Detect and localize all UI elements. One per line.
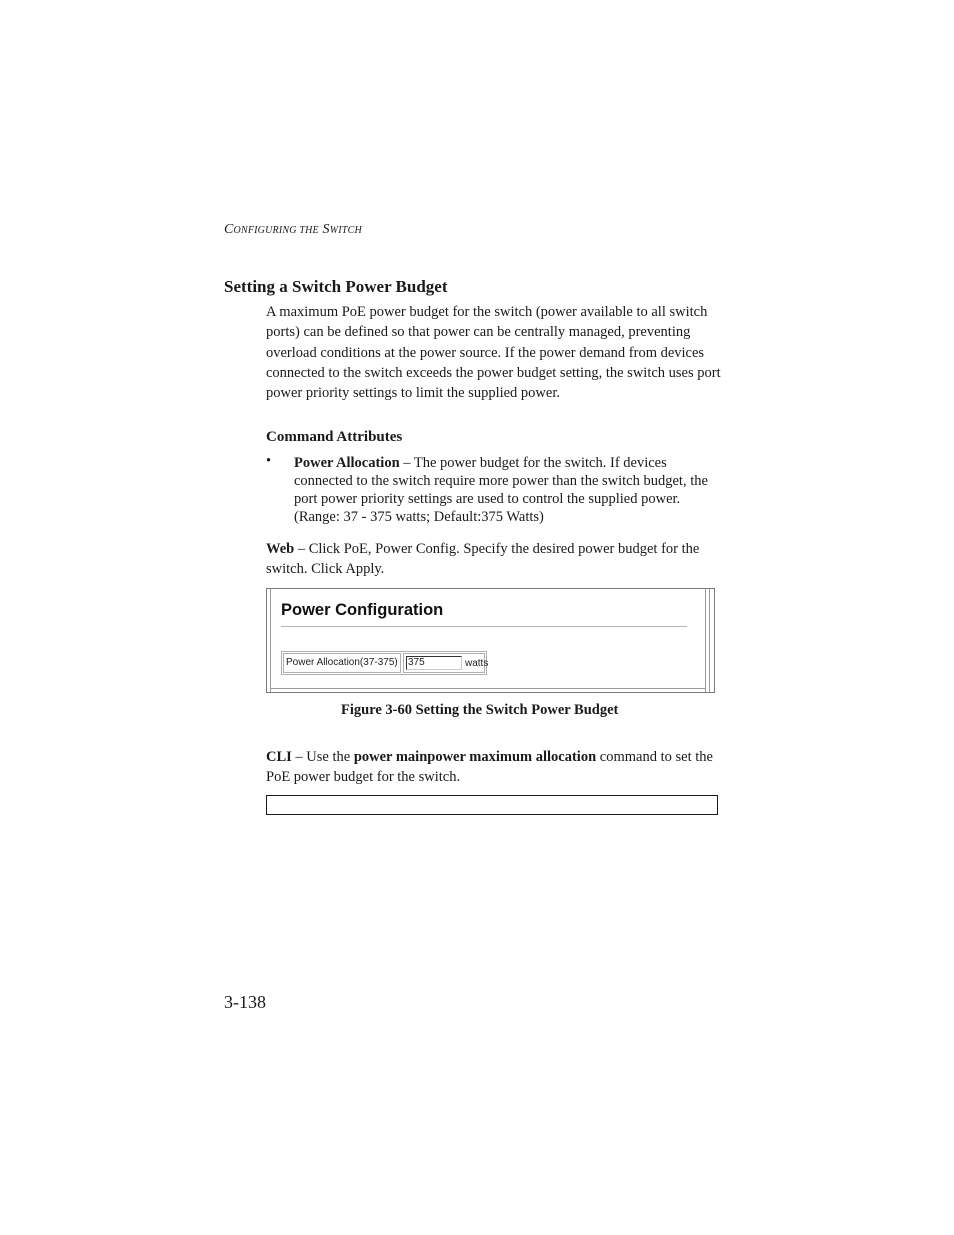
power-allocation-label: Power Allocation(37-375) [283,653,401,673]
figure-caption: Figure 3-60 Setting the Switch Power Budget [341,702,619,718]
cli-command: power mainpower maximum allocation [353,749,597,765]
power-configuration-screenshot [266,588,715,693]
power-allocation-value-cell [403,653,489,673]
title-divider [281,626,687,627]
section-title: Setting a Switch Power Budget [224,277,448,296]
web-text: – Click PoE, Power Config. Specify the desired power budget for the switch. Click Apply. [266,541,700,578]
running-head-initial: C [224,222,234,237]
frame-border-right [705,589,706,692]
running-head-initial-2: S [318,222,330,237]
power-allocation-form [281,651,487,675]
attribute-description: – The power budget for the switch. If devices connected to the switch require more power than the switch budget, the port power priority settings are used to control the supplied power. (Range: 37 - 375 watts; Default:375 Watts) [294,455,708,525]
intro-paragraph: A maximum PoE power budget for the switch (power available to all switch ports) can be defined so that power can be centrally managed, preventing overload conditions at the power source. If the power demand from devices connected to the switch exceeds the power budget setting, the switch uses port power priority settings to limit the supplied power. [266,304,721,402]
watts-unit-label: watts [465,658,489,669]
power-allocation-input[interactable]: 375 [406,656,462,670]
screenshot-title: Power Configuration [281,601,444,619]
running-head-smallcaps: ONFIGURING THE [233,225,319,236]
running-head-smallcaps-2: WITCH [329,225,362,236]
page-number: 3-138 [224,992,266,1012]
attribute-item-power-allocation [294,454,724,526]
cli-text-after: command to set the PoE power budget for the switch. [266,749,713,786]
cli-text-before: – Use the [291,749,354,765]
cli-example-box [266,795,718,815]
attribute-term: Power Allocation [294,455,400,471]
command-attributes-heading: Command Attributes [266,429,403,445]
cli-instructions [266,747,721,788]
frame-border-bottom [270,688,706,689]
bullet-marker: • [266,453,272,469]
running-header [224,222,362,238]
frame-border-right-outer [709,589,710,692]
web-instructions [266,539,721,580]
web-label: Web [266,541,295,557]
frame-border-left [270,589,271,692]
cli-label: CLI [266,749,292,765]
